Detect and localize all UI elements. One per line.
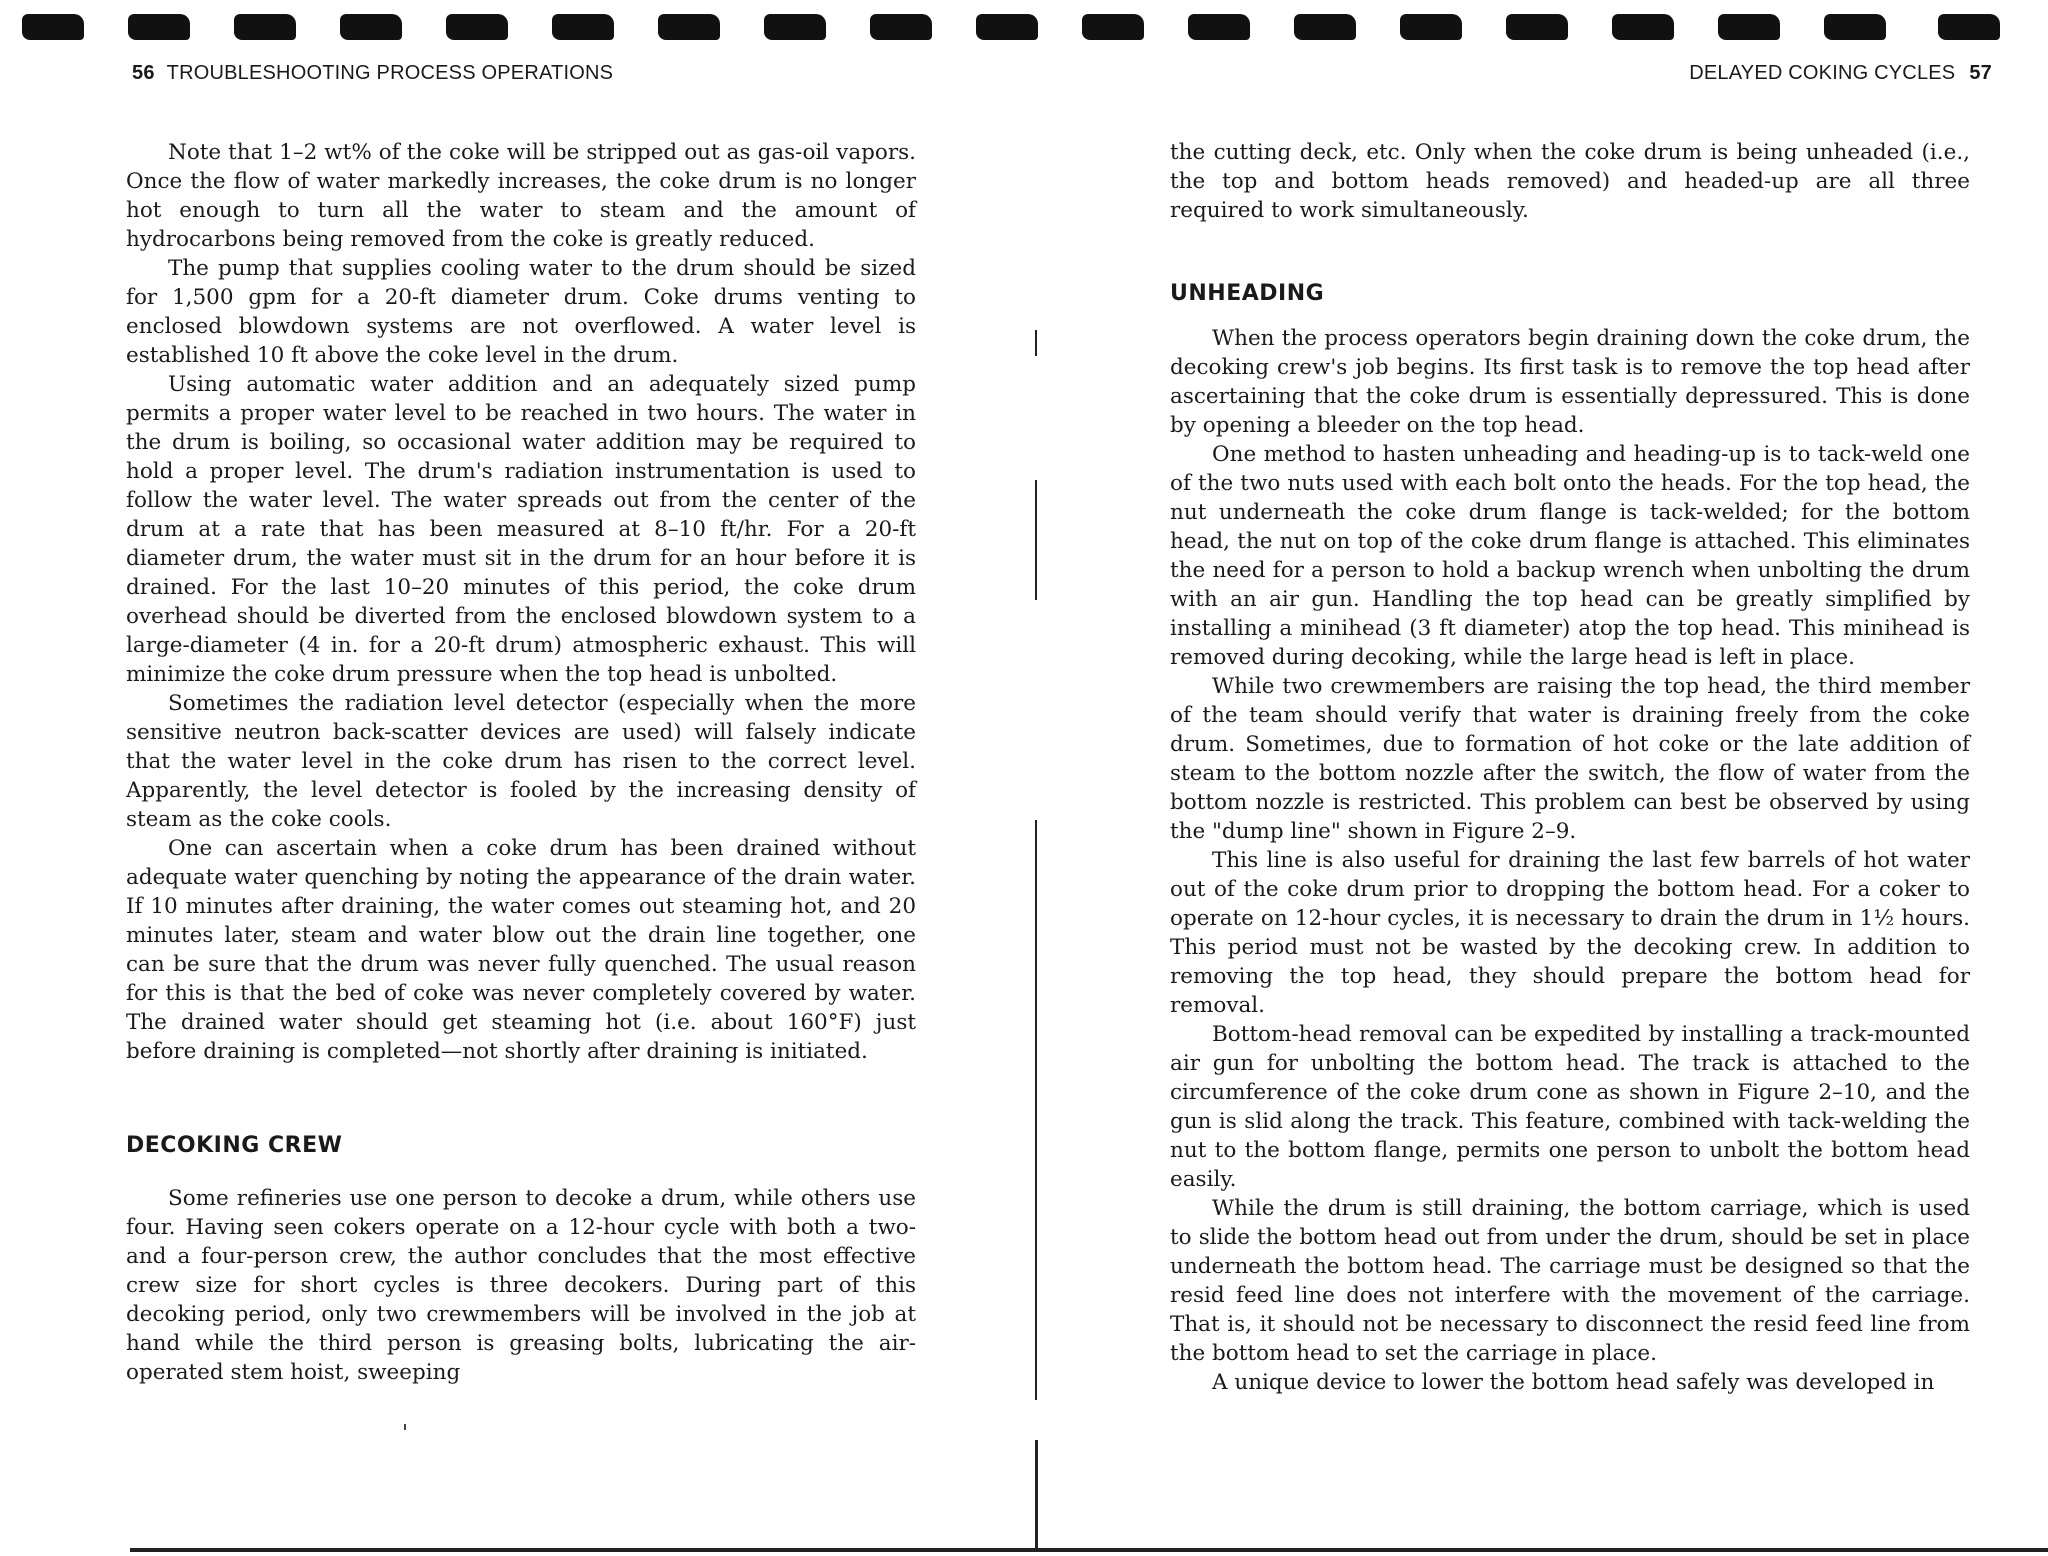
body-paragraph: While two crewmembers are raising the top head, the third member of the team should verify that water is draining freely from the coke drum. Sometimes, due to formation of hot coke or the late addition of steam to the bottom nozzle after the switch, the flow of water from the bottom nozzle is restricted. This problem can best be observed by using the "dump line" shown in Figure 2–9. <box>1170 674 1970 844</box>
body-paragraph: When the process operators begin draining down the coke drum, the decoking crew's job begins. Its first task is to remove the top head after ascertaining that the coke drum is essentially depressured. This is done by opening a bleeder on the top head. <box>1170 326 1970 438</box>
body-paragraph: The pump that supplies cooling water to the drum should be sized for 1,500 gpm for a 20-ft diameter drum. Coke drums venting to enclosed blowdown systems are not overflowed. A water level is established 10 ft above the coke level in the drum. <box>126 256 916 368</box>
section-heading-decoking-crew: DECOKING CREW <box>126 1133 343 1158</box>
body-paragraph: the cutting deck, etc. Only when the coke drum is being unheaded (i.e., the top and bottom heads removed) and headed-up are all three required to work simultaneously. <box>1170 140 1970 223</box>
running-head-title: TROUBLESHOOTING PROCESS OPERATIONS <box>166 62 614 84</box>
body-paragraph: Bottom-head removal can be expedited by installing a track-mounted air gun for unbolting the bottom head. The track is attached to the circumference of the coke drum cone as shown in Figure 2–10, and the gun is slid along the track. This feature, combined with tack-welding the nut to the bottom flange, permits one person to unbolt the bottom head easily. <box>1170 1022 1970 1192</box>
running-head-right <box>1689 62 1992 85</box>
body-paragraph: This line is also useful for draining the last few barrels of hot water out of the coke drum prior to dropping the bottom head. For a coker to operate on 12-hour cycles, it is necessary to drain the drum in 1½ hours. This period must not be wasted by the decoking crew. In addition to removing the top head, they should prepare the bottom head for removal. <box>1170 848 1970 1018</box>
left-text-column <box>126 138 916 1387</box>
right-page <box>1036 0 2048 1556</box>
scan-speck <box>404 1424 406 1430</box>
body-paragraph: Some refineries use one person to decoke a drum, while others use four. Having seen cokers operate on a 12-hour cycle with both a two- and a four-person crew, the author concludes that the most effective crew size for short cycles is three decokers. During part of this decoking period, only two crewmembers will be involved in the job at hand while the third person is greasing bolts, lubricating the air-operated stem hoist, sweeping <box>126 1186 916 1385</box>
right-text-column <box>1170 138 1970 1397</box>
body-paragraph: Note that 1–2 wt% of the coke will be stripped out as gas-oil vapors. Once the flow of water markedly increases, the coke drum is no longer hot enough to turn all the water to steam and the amount of hydrocarbons being removed from the coke is greatly reduced. <box>126 140 916 252</box>
body-paragraph: Using automatic water addition and an adequately sized pump permits a proper water level to be reached in two hours. The water in the drum is boiling, so occasional water addition may be required to hold a proper level. The drum's radiation instrumentation is used to follow the water level. The water spreads out from the center of the drum at a rate that has been measured at 8–10 ft/hr. For a 20-ft diameter drum, the water must sit in the drum for an hour before it is drained. For the last 10–20 minutes of this period, the coke drum overhead should be diverted from the enclosed blowdown system to a large-diameter (4 in. for a 20-ft drum) atmospheric exhaust. This will minimize the coke drum pressure when the top head is unbolted. <box>126 372 916 687</box>
bottom-edge-rule <box>130 1548 2048 1552</box>
body-paragraph: Sometimes the radiation level detector (especially when the more sensitive neutron back-scatter devices are used) will falsely indicate that the water level in the coke drum has risen to the correct level. Apparently, the level detector is fooled by the increasing density of steam as the coke cools. <box>126 691 916 832</box>
section-heading-unheading: UNHEADING <box>1170 281 1325 306</box>
body-paragraph: One method to hasten unheading and heading-up is to tack-weld one of the two nuts used with each bolt onto the heads. For the top head, the nut underneath the coke drum flange is tack-welded; for the bottom head, the nut on top of the coke drum flange is attached. This eliminates the need for a person to hold a backup wrench when unbolting the drum with an air gun. Handling the top head can be greatly simplified by installing a minihead (3 ft diameter) atop the top head. This minihead is removed during decoking, while the large head is left in place. <box>1170 442 1970 670</box>
page-number: 57 <box>1969 62 1992 84</box>
body-paragraph: A unique device to lower the bottom head safely was developed in <box>1212 1370 1935 1395</box>
running-head-left <box>132 62 613 85</box>
body-paragraph: While the drum is still draining, the bottom carriage, which is used to slide the bottom head out from under the drum, should be set in place underneath the bottom head. The carriage must be designed so that the resid feed line does not interfere with the movement of the carriage. That is, it should not be necessary to disconnect the resid feed line from the bottom head to set the carriage in place. <box>1170 1196 1970 1366</box>
running-head-title: DELAYED COKING CYCLES <box>1689 62 1956 84</box>
page-number: 56 <box>132 62 155 84</box>
body-paragraph: One can ascertain when a coke drum has been drained without adequate water quenching by noting the appearance of the drain water. If 10 minutes after draining, the water comes out steaming hot, and 20 minutes later, steam and water blow out the drain line together, one can be sure that the drum was never fully quenched. The usual reason for this is that the bed of coke was never completely covered by water. The drained water should get steaming hot (i.e. about 160°F) just before draining is completed—not shortly after draining is initiated. <box>126 836 916 1064</box>
